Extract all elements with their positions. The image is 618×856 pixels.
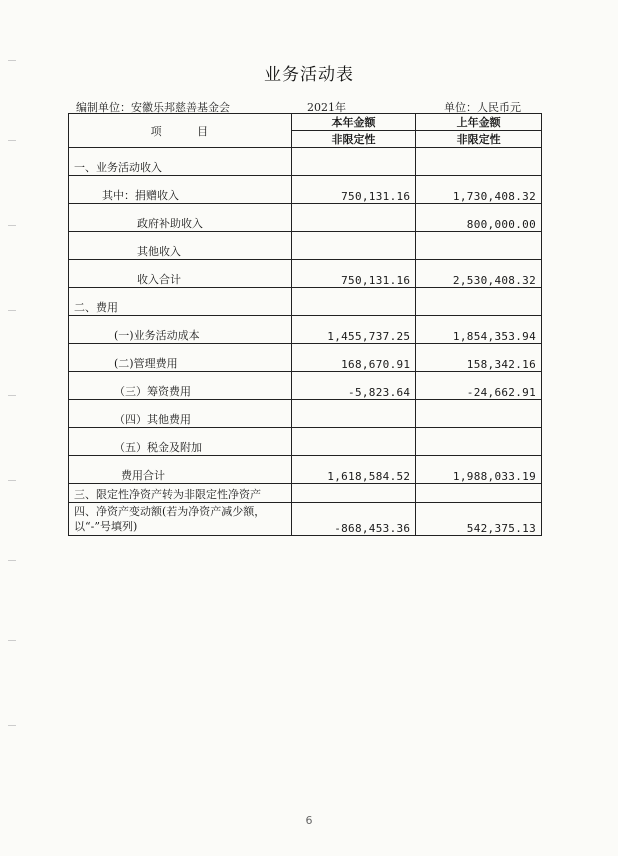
table-row [69,176,542,204]
table-row [69,344,542,372]
row-current: -5,823.64 [291,372,416,400]
row-label: 其中：捐赠收入 [69,176,292,204]
row-current: 1,455,737.25 [291,316,416,344]
margin-mark [8,225,16,226]
row-label: 费用合计 [69,456,292,484]
row-current: 1,618,584.52 [291,456,416,484]
row-current: -868,453.36 [291,503,416,536]
table-row [69,484,542,503]
column-header-item: 项 目 [69,114,292,148]
row-previous [416,148,542,176]
row-label: (二)管理费用 [69,344,292,372]
table-row [69,204,542,232]
row-previous: 158,342.16 [416,344,542,372]
row-label: （五）税金及附加 [69,428,292,456]
row-label: （三）筹资费用 [69,372,292,400]
row-current: 168,670.91 [291,344,416,372]
margin-mark [8,60,16,61]
row-current [291,428,416,456]
row-previous: 542,375.13 [416,503,542,536]
org-name: 编制单位：安徽乐邦慈善基金会 [76,101,230,114]
page-number: 6 [305,814,313,827]
row-current [291,484,416,503]
row-label: 收入合计 [69,260,292,288]
row-previous: 1,730,408.32 [416,176,542,204]
table-row [69,260,542,288]
margin-mark [8,480,16,481]
row-label: 一、业务活动收入 [69,148,292,176]
table-row [69,148,542,176]
table-row [69,288,542,316]
margin-mark [8,560,16,561]
table-row [69,316,542,344]
row-current [291,400,416,428]
subheader-current: 非限定性 [291,131,416,148]
margin-mark [8,395,16,396]
margin-mark [8,725,16,726]
subheader-previous: 非限定性 [416,131,542,148]
row-previous: 2,530,408.32 [416,260,542,288]
row-previous [416,288,542,316]
row-current: 750,131.16 [291,176,416,204]
report-title: 业务活动表 [264,65,354,85]
row-previous: 1,988,033.19 [416,456,542,484]
table-header-row [69,114,542,131]
row-previous: -24,662.91 [416,372,542,400]
table-row [69,428,542,456]
margin-mark [8,140,16,141]
row-previous [416,400,542,428]
row-label: (一)业务活动成本 [69,316,292,344]
table-row [69,456,542,484]
row-current [291,232,416,260]
row-previous [416,484,542,503]
margin-mark [8,640,16,641]
margin-mark [8,310,16,311]
table-row [69,503,542,536]
row-current: 750,131.16 [291,260,416,288]
row-label: 政府补助收入 [69,204,292,232]
column-header-current: 本年金额 [291,114,416,131]
row-current [291,148,416,176]
row-previous: 800,000.00 [416,204,542,232]
row-label: 三、限定性净资产转为非限定性净资产 [69,484,292,503]
row-previous [416,428,542,456]
row-previous [416,232,542,260]
currency-unit: 单位：人民币元 [444,101,521,114]
report-year: 2021年 [307,101,346,114]
row-label: 四、净资产变动额(若为净资产减少额，以“-”号填列) [69,503,292,536]
table-row [69,400,542,428]
row-label: 二、费用 [69,288,292,316]
row-label: （四）其他费用 [69,400,292,428]
column-header-previous: 上年金额 [416,114,542,131]
row-previous: 1,854,353.94 [416,316,542,344]
activity-table [68,113,542,536]
row-current [291,204,416,232]
row-current [291,288,416,316]
table-row [69,372,542,400]
table-row [69,232,542,260]
row-label: 其他收入 [69,232,292,260]
